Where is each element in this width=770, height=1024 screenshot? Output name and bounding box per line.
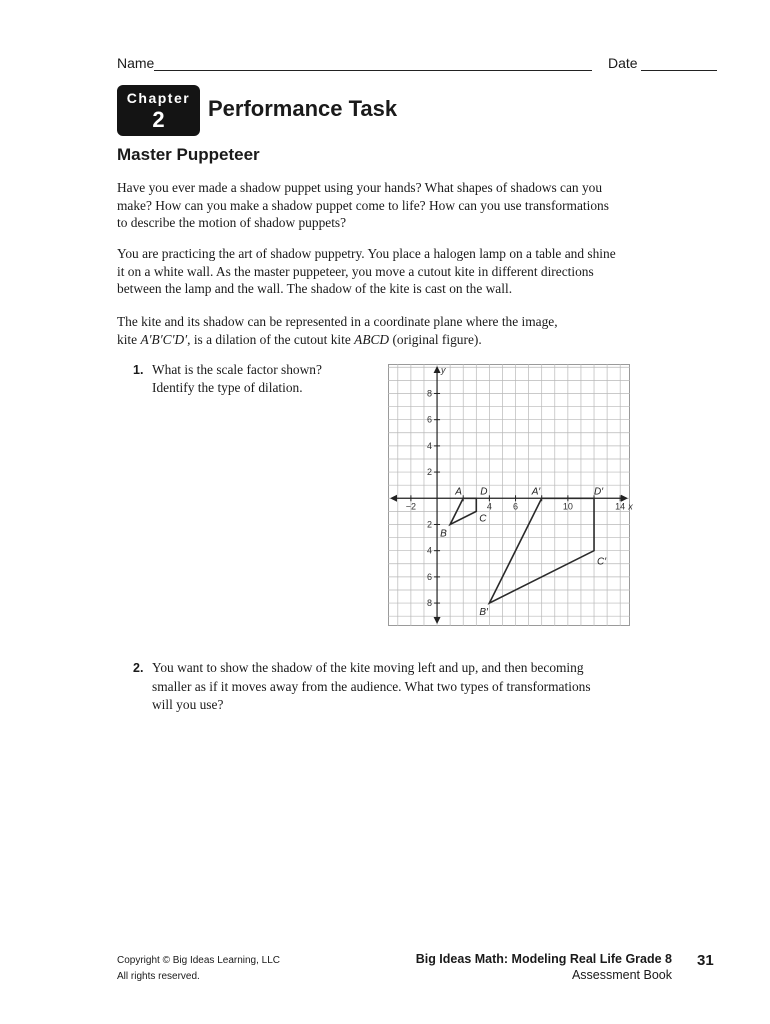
name-label: Name bbox=[117, 55, 155, 71]
date-field bbox=[608, 55, 717, 71]
y-tick-label: 8 bbox=[427, 388, 433, 399]
book-title: Big Ideas Math: Modeling Real Life Grade 8 bbox=[415, 952, 672, 966]
page-title: Performance Task bbox=[208, 96, 398, 121]
coordinate-plane bbox=[388, 364, 633, 631]
chapter-badge bbox=[117, 85, 200, 136]
vertex-label: D bbox=[480, 486, 488, 498]
x-tick-label: 6 bbox=[513, 501, 519, 512]
question-1-number: 1. bbox=[133, 363, 144, 377]
question-2-line-3: will you use? bbox=[152, 697, 224, 712]
vertex-label: C bbox=[479, 513, 487, 525]
y-tick-label: 4 bbox=[427, 545, 433, 556]
intro3-middle: , is a dilation of the cutout kite bbox=[187, 331, 351, 347]
vertex-label: C′ bbox=[597, 556, 607, 568]
vertex-label: A′ bbox=[531, 486, 541, 498]
x-tick-label: 4 bbox=[486, 501, 492, 512]
footer-book bbox=[380, 951, 672, 983]
vertex-label: B bbox=[440, 528, 447, 540]
name-blank[interactable] bbox=[154, 56, 592, 71]
y-tick-label: 2 bbox=[427, 467, 433, 478]
vertex-label: A bbox=[455, 486, 462, 498]
intro3-end: (original figure). bbox=[392, 331, 482, 347]
footer-copyright bbox=[117, 953, 280, 985]
question-1-line-1: What is the scale factor shown? bbox=[152, 362, 322, 377]
x-axis-label: x bbox=[628, 501, 633, 512]
rights-text: All rights reserved. bbox=[117, 971, 200, 982]
question-2-line-2: smaller as if it moves away from the audience. What two types of transformations bbox=[152, 678, 591, 694]
question-1-text bbox=[152, 361, 352, 397]
coordinate-plane-svg bbox=[388, 364, 633, 626]
chapter-number: 2 bbox=[152, 107, 165, 132]
date-label: Date bbox=[608, 55, 638, 71]
y-tick-label: 6 bbox=[427, 414, 433, 425]
y-tick-label: 2 bbox=[427, 519, 433, 530]
x-axis-arrow-left bbox=[390, 495, 397, 502]
question-1-line-2: Identify the type of dilation. bbox=[152, 380, 303, 395]
image-figure-name: A′B′C′D′ bbox=[140, 331, 188, 347]
task-subtitle: Master Puppeteer bbox=[117, 145, 260, 164]
vertex-label: D′ bbox=[594, 486, 604, 498]
intro-paragraph-1: Have you ever made a shadow puppet using your hands? What shapes of shadows can you make? How can you make a shadow puppet come to life? How can you use transformations to describe the motion of shadow puppets? bbox=[117, 180, 609, 230]
y-tick-label: 6 bbox=[427, 571, 433, 582]
date-blank[interactable] bbox=[641, 56, 717, 71]
intro3-kite-word: kite bbox=[117, 331, 138, 347]
vertex-label: B′ bbox=[479, 607, 488, 619]
y-axis-label: y bbox=[441, 365, 446, 375]
chapter-word: Chapter bbox=[126, 90, 191, 106]
intro-paragraph-2: You are practicing the art of shadow puppetry. You place a halogen lamp on a table and shine it on a white wall. As the master puppeteer, you move a cutout kite in different directions between the lamp and the wall. The shadow of the kite is cast on the wall. bbox=[117, 246, 616, 296]
y-tick-label: 4 bbox=[427, 440, 433, 451]
copyright-text: Copyright © Big Ideas Learning, LLC bbox=[117, 955, 281, 966]
question-2-number: 2. bbox=[133, 661, 144, 675]
x-tick-label: 10 bbox=[562, 501, 573, 512]
intro-paragraph-3 bbox=[117, 313, 617, 348]
original-figure-name: ABCD bbox=[354, 331, 390, 347]
page-number: 31 bbox=[697, 952, 714, 969]
intro3-line1: The kite and its shadow can be represented in a coordinate plane where the image, bbox=[117, 314, 558, 329]
book-subtitle: Assessment Book bbox=[571, 968, 672, 982]
y-axis-arrow-down bbox=[434, 617, 441, 624]
name-field bbox=[117, 55, 592, 71]
x-tick-label: 14 bbox=[615, 501, 626, 512]
y-tick-label: 8 bbox=[427, 598, 433, 609]
x-tick-label: −2 bbox=[405, 501, 417, 512]
question-2-line-1: You want to show the shadow of the kite moving left and up, and then becoming bbox=[152, 660, 584, 675]
question-2-text bbox=[152, 659, 622, 715]
